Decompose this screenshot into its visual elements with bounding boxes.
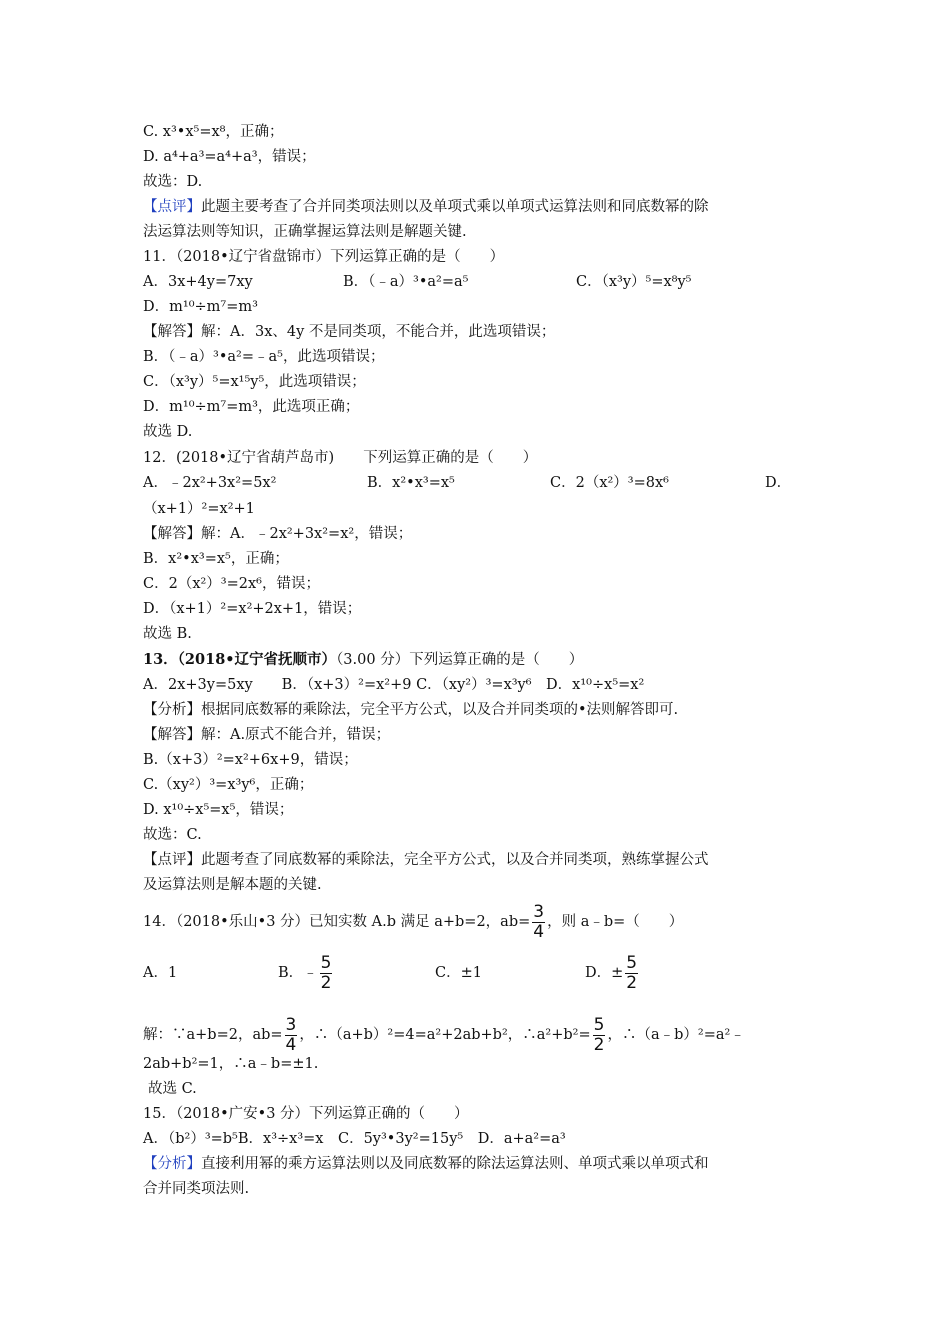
answer-line: C.（xy²）³=x³y⁶，正确； xyxy=(143,777,314,793)
option-b-label: B．﹣ xyxy=(278,965,318,981)
question-13-source: 13．（2018•辽宁省抚顺市） xyxy=(143,651,337,668)
option-b: B．（﹣a）³•a²=a⁵ xyxy=(343,274,469,290)
comment-text: 此题主要考查了合并同类项法则以及单项式乘以单项式运算法则和同底数幂的除 xyxy=(201,199,709,215)
fraction-3-4 xyxy=(532,903,545,942)
comment-tag: 【点评】 xyxy=(143,199,201,215)
answer-line: C．（x³y）⁵=x¹⁵y⁵，此选项错误； xyxy=(143,374,366,390)
question-15-options: A．（b²）³=b⁵B．x³÷x³=x C．5y³•3y²=15y⁵ D．a+a²=a³ xyxy=(143,1131,566,1147)
question-13-text: （3.00 分）下列运算正确的是（ ） xyxy=(336,652,584,668)
numerator: 5 xyxy=(320,952,332,973)
fraction-3-4 xyxy=(285,1016,298,1055)
question-11-options xyxy=(143,271,691,293)
answer-line: B.（x+3）²=x²+6x+9，错误； xyxy=(143,752,358,768)
numerator: 5 xyxy=(593,1014,605,1035)
numerator: 3 xyxy=(285,1014,297,1035)
answer-line: D. x¹⁰÷x⁵=x⁵，错误； xyxy=(143,802,294,818)
option-a: A．1 xyxy=(143,965,178,981)
answer-line: 【解答】解：A．3x、4y 不是同类项，不能合并，此选项错误； xyxy=(143,324,556,340)
option-c: C．±1 xyxy=(435,965,482,981)
text-line: C. x³•x⁵=x⁸，正确； xyxy=(143,124,284,140)
fraction-5-2 xyxy=(625,954,638,993)
numerator: 5 xyxy=(626,952,638,973)
text-line: 故选：D. xyxy=(143,174,203,190)
answer-line: 故选：C. xyxy=(143,827,202,843)
solution-line xyxy=(143,1015,745,1055)
option-d xyxy=(585,953,640,993)
option-a: A．3x+4y=7xy xyxy=(143,274,253,290)
answer-line: B．（﹣a）³•a²=﹣a⁵，此选项错误； xyxy=(143,349,385,365)
option-d: D．m¹⁰÷m⁷=m³ xyxy=(143,299,258,315)
question-15-stem: 15．（2018•广安•3 分）下列运算正确的（ ） xyxy=(143,1106,469,1122)
analysis-line xyxy=(143,1153,709,1175)
answer-line: C．2（x²）³=2x⁶，错误； xyxy=(143,576,320,592)
text-line: 法运算法则等知识，正确掌握运算法则是解题关键. xyxy=(143,224,467,240)
question-14-options xyxy=(143,953,640,993)
question-14-tail: ，则 a﹣b=（ ） xyxy=(547,914,684,930)
question-13-stem xyxy=(143,649,583,671)
fraction-5-2 xyxy=(593,1016,606,1055)
text-line: D. a⁴+a³=a⁴+a³，错误； xyxy=(143,149,316,165)
denominator: 4 xyxy=(285,1034,297,1055)
solution-line: 2ab+b²=1，∴a﹣b=±1. xyxy=(143,1056,319,1072)
answer-line: B．x²•x³=x⁵，正确； xyxy=(143,551,289,567)
answer-line: D．m¹⁰÷m⁷=m³，此选项正确； xyxy=(143,399,360,415)
solution-text: 解：∵a+b=2，ab= xyxy=(143,1027,283,1043)
question-12-stem: 12．(2018•辽宁省葫芦岛市) 下列运算正确的是（ ） xyxy=(143,450,538,466)
option-b: B．x²•x³=x⁵ xyxy=(367,475,455,491)
question-11-stem: 11．（2018•辽宁省盘锦市）下列运算正确的是（ ） xyxy=(143,249,505,265)
comment-line: 【点评】此题考查了同底数幂的乘除法，完全平方公式，以及合并同类项，熟练掌握公式 xyxy=(143,852,709,868)
numerator: 3 xyxy=(533,901,545,922)
denominator: 2 xyxy=(320,972,332,993)
question-13-options: A．2x+3y=5xy B．（x+3）²=x²+9 C．（xy²）³=x³y⁶ D．x¹⁰÷x⁵=x² xyxy=(143,677,645,693)
option-b xyxy=(278,953,435,993)
question-14-head: 14．（2018•乐山•3 分）已知实数 A.b 满足 a+b=2，ab= xyxy=(143,914,531,930)
analysis-tag: 【分析】 xyxy=(143,1156,201,1172)
answer-line: 故选 D. xyxy=(143,424,193,440)
comment-line xyxy=(143,196,709,218)
question-14-stem xyxy=(143,902,683,942)
answer-line: 【解答】解：A.原式不能合并，错误； xyxy=(143,727,391,743)
analysis-text: 直接利用幂的乘方运算法则以及同底数幂的除法运算法则、单项式乘以单项式和 xyxy=(201,1156,709,1172)
denominator: 2 xyxy=(593,1034,605,1055)
solution-text: ，∴（a+b）²=4=a²+2ab+b²，∴a²+b²= xyxy=(299,1027,591,1043)
option-d-label: D．± xyxy=(585,965,624,981)
analysis-line: 【分析】根据同底数幂的乘除法，完全平方公式，以及合并同类项的•法则解答即可. xyxy=(143,702,679,718)
answer-line: 【解答】解：A．﹣2x²+3x²=x²，错误； xyxy=(143,526,413,542)
answer-line: 故选 B. xyxy=(143,626,192,642)
solution-text: ，∴（a﹣b）²=a²﹣ xyxy=(607,1027,745,1043)
comment-line: 及运算法则是解本题的关键. xyxy=(143,877,322,893)
fraction-5-2 xyxy=(320,954,333,993)
answer-line: D．（x+1）²=x²+2x+1，错误； xyxy=(143,601,362,617)
analysis-line: 合并同类项法则. xyxy=(143,1181,250,1197)
option-c: C．2（x²）³=8x⁶ xyxy=(550,475,669,491)
option-a: A．﹣2x²+3x²=5x² xyxy=(143,475,277,491)
solution-line: 故选 C. xyxy=(148,1081,197,1097)
denominator: 2 xyxy=(626,972,638,993)
denominator: 4 xyxy=(533,921,545,942)
option-c: C．（x³y）⁵=x⁸y⁵ xyxy=(576,274,692,290)
option-d: D． xyxy=(765,475,792,491)
question-12-options xyxy=(143,472,791,494)
option-d-content: （x+1）²=x²+1 xyxy=(143,501,255,517)
